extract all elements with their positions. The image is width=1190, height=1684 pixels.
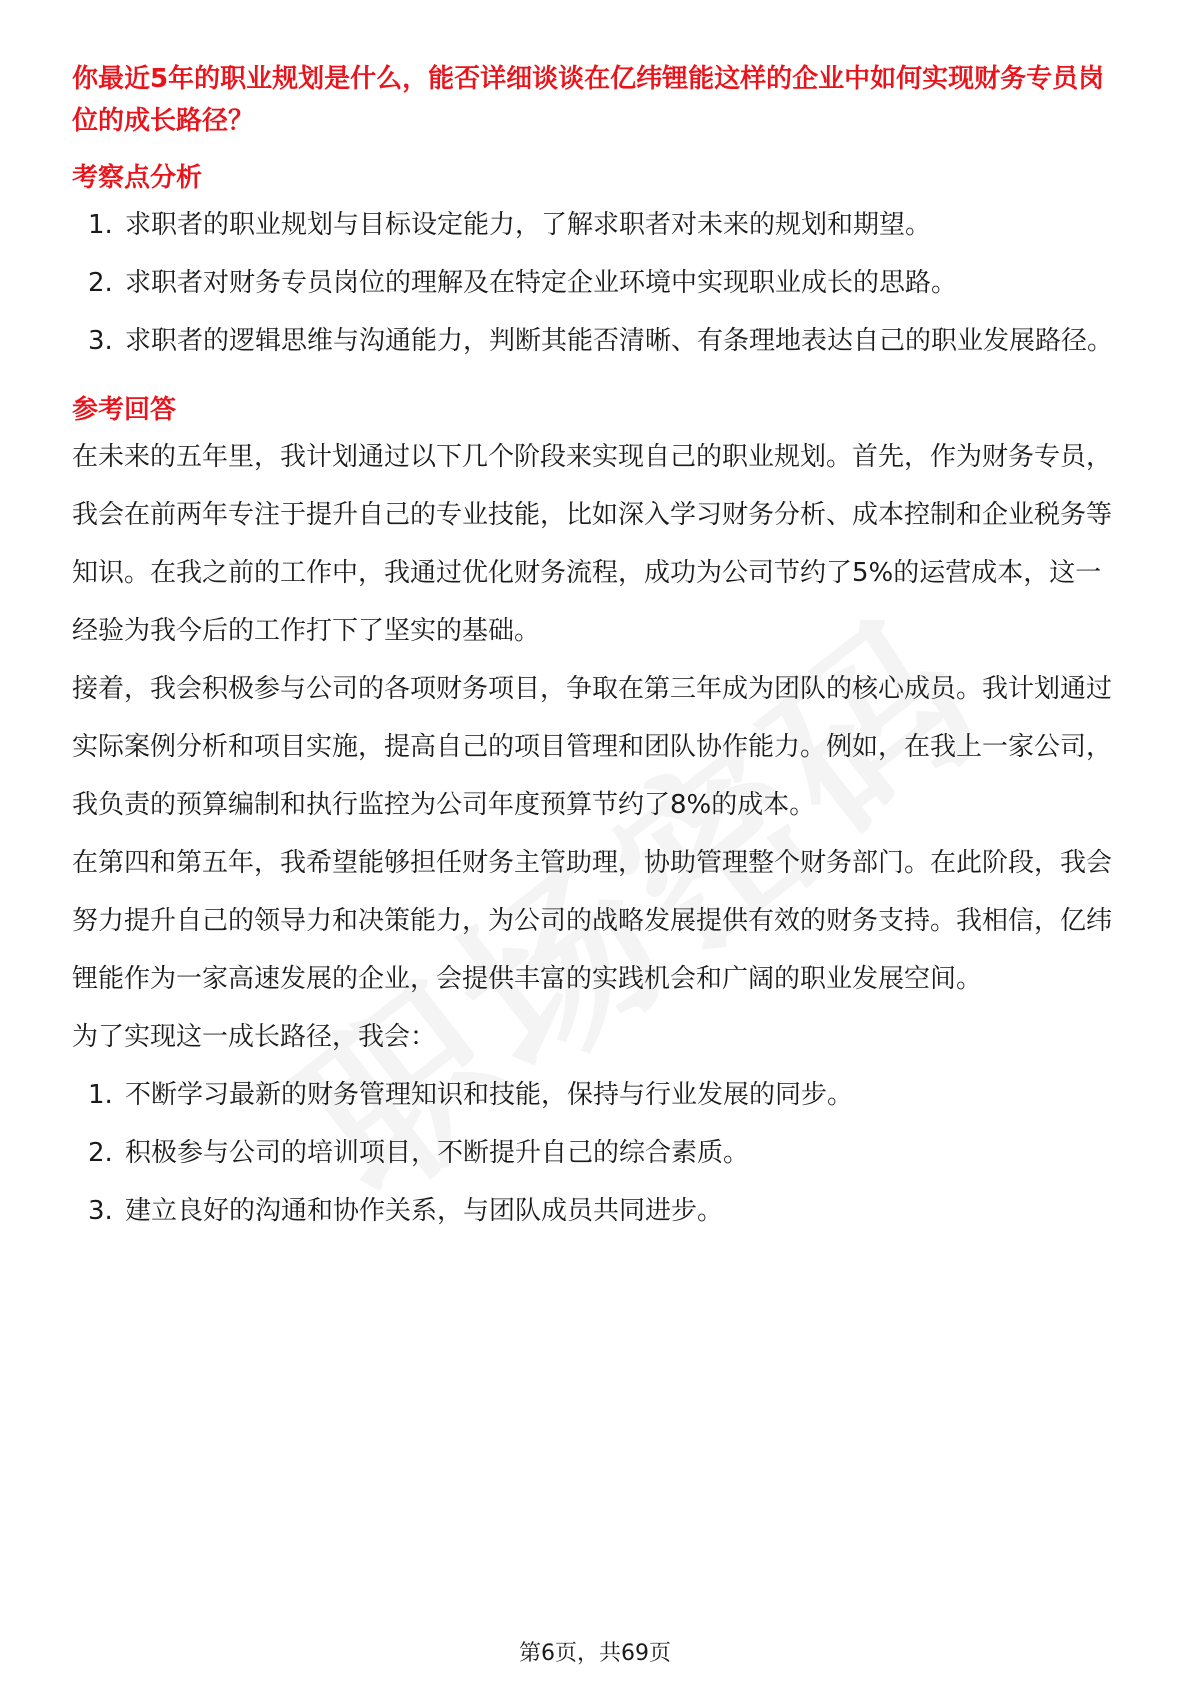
list-number: 2.	[88, 268, 113, 298]
list-item	[72, 254, 1122, 312]
document-body	[72, 58, 1122, 1240]
growth-steps-list	[72, 1066, 1122, 1240]
answer-title: 参考回答	[72, 395, 177, 425]
answer-paragraph-2: 接着，我会积极参与公司的各项财务项目，争取在第三年成为团队的核心成员。我计划通过实际案例分析和项目实施，提高自己的项目管理和团队协作能力。例如，在我上一家公司，我负责的预算编制和执行监控为公司年度预算节约了8%的成本。	[72, 674, 1113, 820]
list-item	[72, 1124, 1122, 1182]
analysis-list	[72, 196, 1122, 370]
list-item	[72, 1066, 1122, 1124]
list-item-text: 求职者对财务专员岗位的理解及在特定企业环境中实现职业成长的思路。	[125, 268, 958, 298]
question-heading: 你最近5年的职业规划是什么，能否详细谈谈在亿纬锂能这样的企业中如何实现财务专员岗位的成长路径？	[72, 64, 1105, 136]
list-item-text: 不断学习最新的财务管理知识和技能，保持与行业发展的同步。	[125, 1080, 854, 1110]
list-number: 1.	[88, 210, 113, 240]
list-item	[72, 312, 1122, 370]
list-item	[72, 196, 1122, 254]
answer-paragraph-3: 在第四和第五年，我希望能够担任财务主管助理，协助管理整个财务部门。在此阶段，我会努力提升自己的领导力和决策能力，为公司的战略发展提供有效的财务支持。我相信，亿纬锂能作为一家高速发展的企业，会提供丰富的实践机会和广阔的职业发展空间。	[72, 848, 1113, 994]
list-number: 1.	[88, 1080, 113, 1110]
analysis-title: 考察点分析	[72, 163, 203, 193]
list-number: 3.	[88, 1196, 113, 1226]
list-item	[72, 1182, 1122, 1240]
list-item-text: 建立良好的沟通和协作关系，与团队成员共同进步。	[125, 1196, 724, 1226]
list-item-text: 求职者的逻辑思维与沟通能力，判断其能否清晰、有条理地表达自己的职业发展路径。	[125, 326, 1114, 356]
list-item-text: 求职者的职业规划与目标设定能力，了解求职者对未来的规划和期望。	[125, 210, 932, 240]
answer-paragraph-1: 在未来的五年里，我计划通过以下几个阶段来实现自己的职业规划。首先，作为财务专员，我会在前两年专注于提升自己的专业技能，比如深入学习财务分析、成本控制和企业税务等知识。在我之前的工作中，我通过优化财务流程，成功为公司节约了5%的运营成本，这一经验为我今后的工作打下了坚实的基础。	[72, 442, 1113, 646]
answer-paragraph-4: 为了实现这一成长路径，我会：	[72, 1022, 437, 1052]
page-footer: 第6页，共69页	[519, 1641, 671, 1666]
list-number: 3.	[88, 326, 113, 356]
list-item-text: 积极参与公司的培训项目，不断提升自己的综合素质。	[125, 1138, 750, 1168]
list-number: 2.	[88, 1138, 113, 1168]
